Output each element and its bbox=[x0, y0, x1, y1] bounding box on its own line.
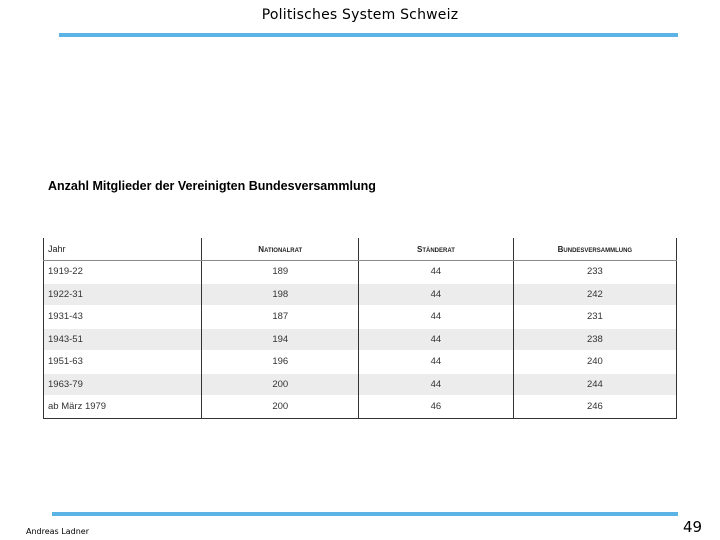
cell-staenderat: 44 bbox=[359, 306, 514, 329]
cell-staenderat: 46 bbox=[359, 396, 514, 419]
top-divider bbox=[59, 33, 678, 37]
slide-title: Politisches System Schweiz bbox=[261, 7, 459, 23]
table-row bbox=[44, 261, 677, 284]
cell-year: 1951-63 bbox=[44, 351, 202, 374]
cell-nationalrat: 194 bbox=[202, 328, 359, 351]
cell-staenderat: 44 bbox=[359, 373, 514, 396]
cell-nationalrat: 189 bbox=[202, 261, 359, 284]
cell-staenderat: 44 bbox=[359, 261, 514, 284]
cell-nationalrat: 200 bbox=[202, 373, 359, 396]
cell-year: 1922-31 bbox=[44, 283, 202, 306]
cell-staenderat: 44 bbox=[359, 351, 514, 374]
cell-bundesversammlung: 240 bbox=[513, 351, 676, 374]
members-table bbox=[43, 238, 677, 419]
cell-bundesversammlung: 246 bbox=[513, 396, 676, 419]
column-header-nationalrat: Nationalrat bbox=[202, 238, 359, 261]
bottom-divider bbox=[52, 512, 678, 516]
cell-bundesversammlung: 233 bbox=[513, 261, 676, 284]
cell-staenderat: 44 bbox=[359, 328, 514, 351]
cell-year: 1919-22 bbox=[44, 261, 202, 284]
table-row bbox=[44, 373, 677, 396]
table-header-row bbox=[44, 238, 677, 261]
table-row bbox=[44, 283, 677, 306]
cell-year: 1963-79 bbox=[44, 373, 202, 396]
table-row bbox=[44, 351, 677, 374]
cell-nationalrat: 200 bbox=[202, 396, 359, 419]
cell-bundesversammlung: 231 bbox=[513, 306, 676, 329]
column-header-bundesversammlung: Bundesversammlung bbox=[513, 238, 676, 261]
cell-nationalrat: 187 bbox=[202, 306, 359, 329]
table-heading: Anzahl Mitglieder der Vereinigten Bundesversammlung bbox=[48, 179, 376, 193]
footer-author: Andreas Ladner bbox=[26, 527, 89, 536]
cell-staenderat: 44 bbox=[359, 283, 514, 306]
cell-year: 1931-43 bbox=[44, 306, 202, 329]
table-row bbox=[44, 328, 677, 351]
table-row bbox=[44, 396, 677, 419]
cell-nationalrat: 198 bbox=[202, 283, 359, 306]
cell-bundesversammlung: 244 bbox=[513, 373, 676, 396]
column-header-staenderat: Ständerat bbox=[359, 238, 514, 261]
cell-bundesversammlung: 242 bbox=[513, 283, 676, 306]
cell-bundesversammlung: 238 bbox=[513, 328, 676, 351]
cell-nationalrat: 196 bbox=[202, 351, 359, 374]
column-header-year: Jahr bbox=[44, 238, 202, 261]
page-number: 49 bbox=[683, 518, 703, 536]
table-row bbox=[44, 306, 677, 329]
cell-year: ab März 1979 bbox=[44, 396, 202, 419]
cell-year: 1943-51 bbox=[44, 328, 202, 351]
